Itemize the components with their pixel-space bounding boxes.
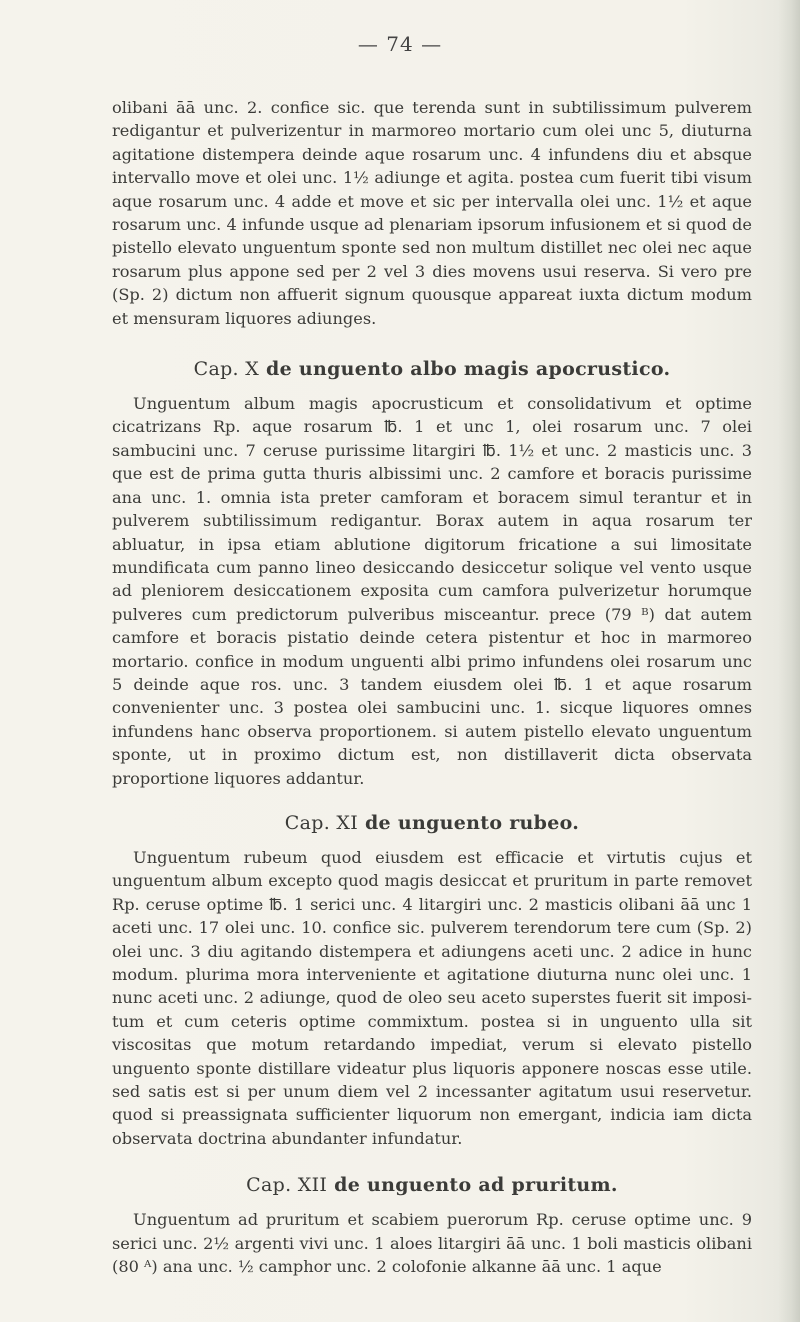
section-paragraph-cap-xii: Unguentum ad pruritum et scabiem puerorum Rp. ceruse optime unc. 9 serici unc. 2½ argenti vivi unc. 1 aloes litargiri āā unc. 1 boli masticis olibani (80 ᴬ) ana unc. ½ camphor unc. 2 colofonie alkanne āā unc. 1 aque [112,1210,752,1277]
page-number: — 74 — [357,32,443,56]
chapter-number: Cap. XII [246,1174,328,1197]
chapter-number: Cap. XI [284,811,359,834]
intro-paragraph: olibani āā unc. 2. confice sic. que terenda sunt in subtilissimum pulverem redigantur et pulverizentur in marmoreo mortario cum olei unc 5, diuturna agitatione distempera deinde aque rosarum unc. 4 infundens diu et absque intervallo move et olei unc. 1½ adiunge et agita. postea cum fuerit tibi visum aque rosarum unc. 4 adde et move et sic per intervalla olei unc. 1½ et aque rosarum unc. 4 infunde usque ad plenariam ipsorum infusionem et si quod de pistello elevato unguentum sponte sed non multum distillet nec olei nec aque rosarum plus appone sed per 2 vel 3 dies movens usui reserva. Si vero pre (Sp. 2) dictum non affuerit signum quousque appareat iuxta dictum modum et mensuram liquores adiunges. [112,98,752,328]
section-paragraph-cap-xi: Unguentum rubeum quod eiusdem est efficacie et virtutis cujus et unguentum album excepto quod magis desiccat et pruritum in parte removet Rp. ceruse optime ℔. 1 serici unc. 4 litargiri unc. 2 masticis olibani āā unc 1 aceti unc. 17 olei unc. 10. confice sic. pulverem terendorum tere cum (Sp. 2) olei unc. 3 diu agitando distempera et adiungens aceti unc. 2 adice in hunc modum. plurima mora interveniente et agitatione diuturna nunc olei unc. 1 nunc aceti unc. 2 adiunge, quod de oleo seu aceto superstes fuerit sit imposi-tum et cum ceteris optime commixtum. postea si in unguento ulla sit viscositas que motum retardando impediat, verum si elevato pistello unguento sponte distillare videatur plus liquoris apponere noscas esse utile. sed satis est si per unum diem vel 2 incessanter agitatum usui reservetur. quod si preassignata sufficienter liquorum non emergant, indicia iam dicta observata doctrina abundanter infundatur. [112,847,752,1148]
section-heading-cap-xii [112,1174,752,1196]
chapter-title: de unguento albo magis apocrustico. [265,358,671,381]
section-paragraph-cap-x: Unguentum album magis apocrusticum et consolidativum et optime cicatrizans Rp. aque rosarum ℔. 1 et unc 1, olei rosarum unc. 7 olei sambucini unc. 7 ceruse purissime litargiri ℔. 1½ et unc. 2 masticis unc. 3 que est de prima gutta thuris albissimi unc. 2 camfore et boracis purissime ana unc. 1. omnia ista preter camforam et boracem simul terantur et in pulverem subtilissimum redigantur. Borax autem in aqua rosarum ter abluatur, in ipsa etiam ablutione digitorum fricatione a sui limositate mundificata cum panno lineo desiccando desiccetur solique vel vento usque ad pleniorem desiccationem exposita cum camfora pulverizetur horumque pulveres cum predictorum pulveribus misceantur. prece (79 ᴮ) dat autem camfore et boracis pistatio deinde cetera pistentur et hoc in marmoreo mortario. confice in modum unguenti albi primo infundens olei rosarum unc 5 deinde aque ros. unc. 3 tandem eiusdem olei ℔. 1 et aque rosarum convenienter unc. 3 postea olei sambucini unc. 1. sicque liquores omnes infundens hanc observa proportionem. si autem pistello elevato unguentum sponte, ut in proximo dictum est, non distillaverit dicta observata proportione liquores addantur. [112,394,752,788]
chapter-title: de unguento ad pruritum. [334,1174,618,1197]
chapter-number: Cap. X [193,358,260,381]
section-heading-cap-x [112,358,752,380]
page-edge-shadow [778,0,800,1322]
section-heading-cap-xi [112,812,752,834]
chapter-title: de unguento rubeo. [364,811,580,834]
text-column [112,96,752,1278]
